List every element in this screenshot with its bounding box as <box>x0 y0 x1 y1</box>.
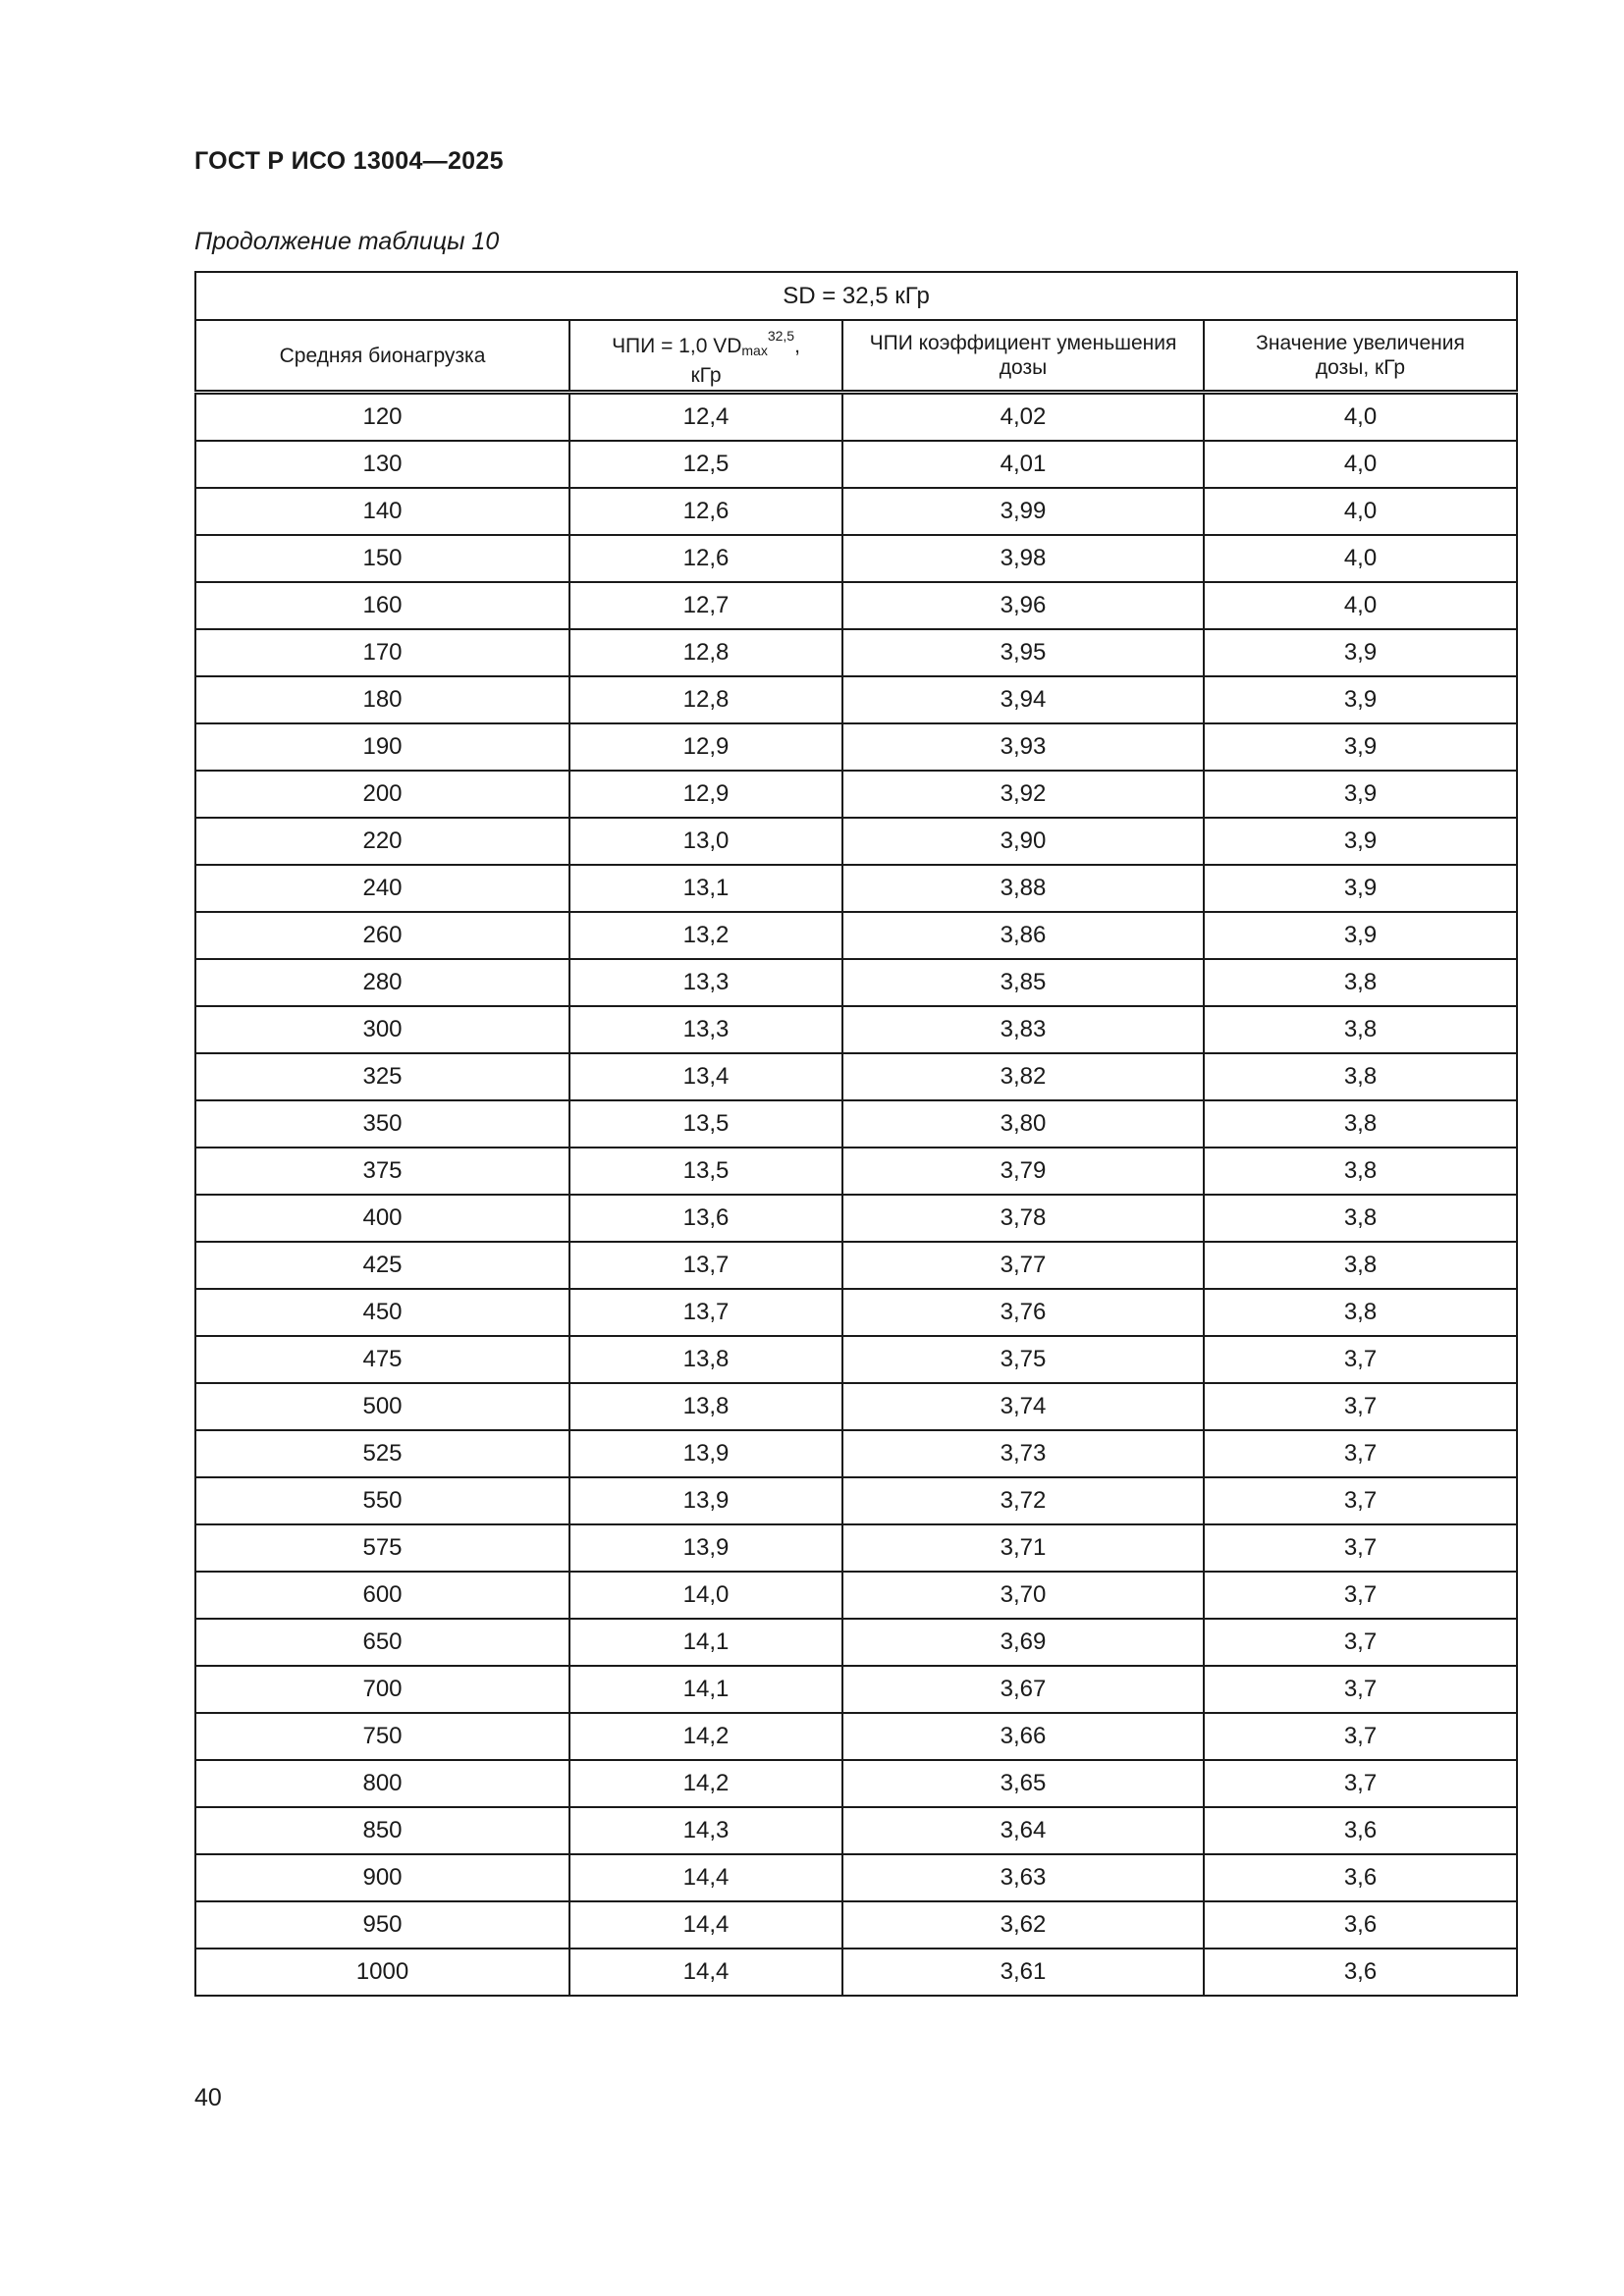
cell-reduction-factor: 3,98 <box>842 535 1204 582</box>
cell-reduction-factor: 3,99 <box>842 488 1204 535</box>
cell-reduction-factor: 3,73 <box>842 1430 1204 1477</box>
column-header-dose-increment <box>1204 320 1517 393</box>
cell-reduction-factor: 3,64 <box>842 1807 1204 1854</box>
cell-dose-increment: 3,8 <box>1204 1195 1517 1242</box>
cell-vd-max: 13,5 <box>569 1100 842 1148</box>
cell-vd-max: 14,1 <box>569 1666 842 1713</box>
table-row <box>195 865 1517 912</box>
cell-vd-max: 13,7 <box>569 1242 842 1289</box>
cell-dose-increment: 4,0 <box>1204 535 1517 582</box>
cell-dose-increment: 3,8 <box>1204 1006 1517 1053</box>
cell-bioburden: 200 <box>195 771 569 818</box>
cell-bioburden: 350 <box>195 1100 569 1148</box>
table-row <box>195 771 1517 818</box>
table-row <box>195 676 1517 723</box>
cell-dose-increment: 3,7 <box>1204 1619 1517 1666</box>
table-row <box>195 1148 1517 1195</box>
table-caption: Продолжение таблицы 10 <box>194 228 500 255</box>
cell-bioburden: 900 <box>195 1854 569 1901</box>
dose-increment-line1: Значение увеличения <box>1256 332 1465 354</box>
cell-reduction-factor: 3,85 <box>842 959 1204 1006</box>
cell-reduction-factor: 3,94 <box>842 676 1204 723</box>
cell-bioburden: 140 <box>195 488 569 535</box>
cell-vd-max: 13,2 <box>569 912 842 959</box>
cell-dose-increment: 3,8 <box>1204 1289 1517 1336</box>
page-number: 40 <box>194 2084 222 2111</box>
cell-dose-increment: 3,9 <box>1204 629 1517 676</box>
cell-dose-increment: 3,9 <box>1204 676 1517 723</box>
cell-reduction-factor: 3,70 <box>842 1572 1204 1619</box>
cell-dose-increment: 3,6 <box>1204 1854 1517 1901</box>
cell-vd-max: 13,8 <box>569 1336 842 1383</box>
cell-vd-max: 12,8 <box>569 629 842 676</box>
cell-reduction-factor: 3,72 <box>842 1477 1204 1524</box>
table-row <box>195 959 1517 1006</box>
cell-dose-increment: 3,9 <box>1204 771 1517 818</box>
vd-max-comma: , <box>794 334 800 357</box>
cell-dose-increment: 3,7 <box>1204 1383 1517 1430</box>
cell-dose-increment: 3,8 <box>1204 1242 1517 1289</box>
table-row <box>195 1242 1517 1289</box>
cell-vd-max: 12,4 <box>569 393 842 442</box>
cell-dose-increment: 3,9 <box>1204 818 1517 865</box>
cell-bioburden: 120 <box>195 393 569 442</box>
cell-vd-max: 13,1 <box>569 865 842 912</box>
cell-bioburden: 160 <box>195 582 569 629</box>
cell-vd-max: 14,2 <box>569 1760 842 1807</box>
cell-dose-increment: 3,7 <box>1204 1477 1517 1524</box>
table-row <box>195 1100 1517 1148</box>
cell-vd-max: 14,4 <box>569 1854 842 1901</box>
cell-reduction-factor: 3,90 <box>842 818 1204 865</box>
table-row <box>195 393 1517 442</box>
cell-reduction-factor: 4,02 <box>842 393 1204 442</box>
cell-dose-increment: 3,6 <box>1204 1901 1517 1949</box>
cell-dose-increment: 3,8 <box>1204 1053 1517 1100</box>
vd-max-superscript: 32,5 <box>767 327 795 344</box>
cell-vd-max: 13,9 <box>569 1524 842 1572</box>
cell-reduction-factor: 3,96 <box>842 582 1204 629</box>
cell-reduction-factor: 3,79 <box>842 1148 1204 1195</box>
table-row <box>195 1006 1517 1053</box>
cell-dose-increment: 4,0 <box>1204 441 1517 488</box>
cell-reduction-factor: 3,61 <box>842 1949 1204 1996</box>
cell-reduction-factor: 3,75 <box>842 1336 1204 1383</box>
table-row <box>195 1477 1517 1524</box>
table-row <box>195 1572 1517 1619</box>
table-row <box>195 912 1517 959</box>
cell-vd-max: 14,3 <box>569 1807 842 1854</box>
cell-vd-max: 12,7 <box>569 582 842 629</box>
cell-bioburden: 260 <box>195 912 569 959</box>
cell-reduction-factor: 3,66 <box>842 1713 1204 1760</box>
cell-reduction-factor: 3,95 <box>842 629 1204 676</box>
cell-dose-increment: 4,0 <box>1204 488 1517 535</box>
cell-dose-increment: 3,7 <box>1204 1572 1517 1619</box>
table-row <box>195 1854 1517 1901</box>
cell-bioburden: 425 <box>195 1242 569 1289</box>
cell-vd-max: 14,4 <box>569 1949 842 1996</box>
cell-bioburden: 750 <box>195 1713 569 1760</box>
table-row <box>195 1336 1517 1383</box>
cell-dose-increment: 4,0 <box>1204 393 1517 442</box>
cell-bioburden: 575 <box>195 1524 569 1572</box>
cell-dose-increment: 3,7 <box>1204 1760 1517 1807</box>
dose-increment-line2: дозы, кГр <box>1315 356 1406 379</box>
table-row <box>195 1760 1517 1807</box>
cell-reduction-factor: 3,88 <box>842 865 1204 912</box>
cell-bioburden: 850 <box>195 1807 569 1854</box>
cell-vd-max: 13,7 <box>569 1289 842 1336</box>
cell-vd-max: 13,6 <box>569 1195 842 1242</box>
cell-vd-max: 13,5 <box>569 1148 842 1195</box>
cell-dose-increment: 3,7 <box>1204 1336 1517 1383</box>
table-row <box>195 1053 1517 1100</box>
cell-vd-max: 12,6 <box>569 535 842 582</box>
table-row <box>195 1901 1517 1949</box>
table-row <box>195 1383 1517 1430</box>
cell-vd-max: 14,1 <box>569 1619 842 1666</box>
cell-dose-increment: 3,6 <box>1204 1949 1517 1996</box>
cell-dose-increment: 3,9 <box>1204 723 1517 771</box>
cell-reduction-factor: 3,78 <box>842 1195 1204 1242</box>
cell-vd-max: 13,9 <box>569 1477 842 1524</box>
cell-reduction-factor: 3,63 <box>842 1854 1204 1901</box>
cell-dose-increment: 3,7 <box>1204 1430 1517 1477</box>
cell-vd-max: 12,9 <box>569 723 842 771</box>
cell-reduction-factor: 3,93 <box>842 723 1204 771</box>
cell-reduction-factor: 3,80 <box>842 1100 1204 1148</box>
cell-reduction-factor: 3,67 <box>842 1666 1204 1713</box>
cell-bioburden: 180 <box>195 676 569 723</box>
cell-reduction-factor: 3,69 <box>842 1619 1204 1666</box>
cell-vd-max: 13,4 <box>569 1053 842 1100</box>
cell-bioburden: 525 <box>195 1430 569 1477</box>
cell-vd-max: 12,5 <box>569 441 842 488</box>
cell-bioburden: 475 <box>195 1336 569 1383</box>
table-row <box>195 1524 1517 1572</box>
cell-dose-increment: 3,9 <box>1204 912 1517 959</box>
cell-reduction-factor: 3,86 <box>842 912 1204 959</box>
cell-bioburden: 220 <box>195 818 569 865</box>
vd-max-unit: кГр <box>690 363 722 387</box>
column-header-vd-max <box>569 320 842 393</box>
cell-bioburden: 400 <box>195 1195 569 1242</box>
reduction-factor-line1: ЧПИ коэффициент уменьшения <box>869 332 1177 354</box>
cell-vd-max: 14,4 <box>569 1901 842 1949</box>
cell-vd-max: 12,9 <box>569 771 842 818</box>
cell-vd-max: 13,3 <box>569 959 842 1006</box>
cell-dose-increment: 3,9 <box>1204 865 1517 912</box>
cell-dose-increment: 3,7 <box>1204 1713 1517 1760</box>
column-header-reduction-factor <box>842 320 1204 393</box>
cell-bioburden: 170 <box>195 629 569 676</box>
cell-bioburden: 950 <box>195 1901 569 1949</box>
vd-max-prefix: ЧПИ = 1,0 VD <box>612 334 742 357</box>
cell-reduction-factor: 3,83 <box>842 1006 1204 1053</box>
cell-vd-max: 13,9 <box>569 1430 842 1477</box>
cell-vd-max: 12,8 <box>569 676 842 723</box>
cell-bioburden: 190 <box>195 723 569 771</box>
table-row <box>195 1949 1517 1996</box>
table-row <box>195 488 1517 535</box>
cell-vd-max: 13,3 <box>569 1006 842 1053</box>
cell-bioburden: 280 <box>195 959 569 1006</box>
cell-bioburden: 375 <box>195 1148 569 1195</box>
table-row <box>195 1619 1517 1666</box>
cell-bioburden: 450 <box>195 1289 569 1336</box>
dose-table <box>194 271 1518 1997</box>
sd-header-row <box>195 272 1517 320</box>
sd-header-cell: SD = 32,5 кГр <box>195 272 1517 320</box>
cell-vd-max: 13,8 <box>569 1383 842 1430</box>
table-row <box>195 582 1517 629</box>
cell-bioburden: 500 <box>195 1383 569 1430</box>
cell-bioburden: 1000 <box>195 1949 569 1996</box>
cell-reduction-factor: 4,01 <box>842 441 1204 488</box>
cell-dose-increment: 3,7 <box>1204 1524 1517 1572</box>
cell-bioburden: 600 <box>195 1572 569 1619</box>
table-row <box>195 441 1517 488</box>
cell-reduction-factor: 3,65 <box>842 1760 1204 1807</box>
table-row <box>195 1666 1517 1713</box>
cell-bioburden: 325 <box>195 1053 569 1100</box>
cell-bioburden: 300 <box>195 1006 569 1053</box>
cell-reduction-factor: 3,74 <box>842 1383 1204 1430</box>
cell-dose-increment: 3,8 <box>1204 959 1517 1006</box>
cell-vd-max: 14,2 <box>569 1713 842 1760</box>
table-row <box>195 629 1517 676</box>
cell-dose-increment: 3,8 <box>1204 1100 1517 1148</box>
cell-dose-increment: 3,8 <box>1204 1148 1517 1195</box>
cell-bioburden: 800 <box>195 1760 569 1807</box>
table-row <box>195 1289 1517 1336</box>
cell-reduction-factor: 3,76 <box>842 1289 1204 1336</box>
cell-dose-increment: 4,0 <box>1204 582 1517 629</box>
table-row <box>195 1195 1517 1242</box>
column-header-row <box>195 320 1517 393</box>
cell-bioburden: 700 <box>195 1666 569 1713</box>
cell-reduction-factor: 3,77 <box>842 1242 1204 1289</box>
cell-vd-max: 13,0 <box>569 818 842 865</box>
reduction-factor-line2: дозы <box>999 356 1048 379</box>
cell-bioburden: 550 <box>195 1477 569 1524</box>
table-row <box>195 1430 1517 1477</box>
cell-reduction-factor: 3,71 <box>842 1524 1204 1572</box>
cell-reduction-factor: 3,62 <box>842 1901 1204 1949</box>
table-body <box>195 393 1517 1997</box>
cell-vd-max: 14,0 <box>569 1572 842 1619</box>
table-row <box>195 535 1517 582</box>
document-header: ГОСТ Р ИСО 13004—2025 <box>194 147 504 175</box>
cell-reduction-factor: 3,82 <box>842 1053 1204 1100</box>
table-row <box>195 1807 1517 1854</box>
cell-vd-max: 12,6 <box>569 488 842 535</box>
cell-dose-increment: 3,7 <box>1204 1666 1517 1713</box>
table-row <box>195 818 1517 865</box>
cell-dose-increment: 3,6 <box>1204 1807 1517 1854</box>
cell-bioburden: 240 <box>195 865 569 912</box>
vd-max-subscript: max <box>741 342 768 358</box>
cell-reduction-factor: 3,92 <box>842 771 1204 818</box>
cell-bioburden: 130 <box>195 441 569 488</box>
table-row <box>195 1713 1517 1760</box>
cell-bioburden: 650 <box>195 1619 569 1666</box>
cell-bioburden: 150 <box>195 535 569 582</box>
column-header-bioburden: Средняя бионагрузка <box>195 320 569 393</box>
table-row <box>195 723 1517 771</box>
